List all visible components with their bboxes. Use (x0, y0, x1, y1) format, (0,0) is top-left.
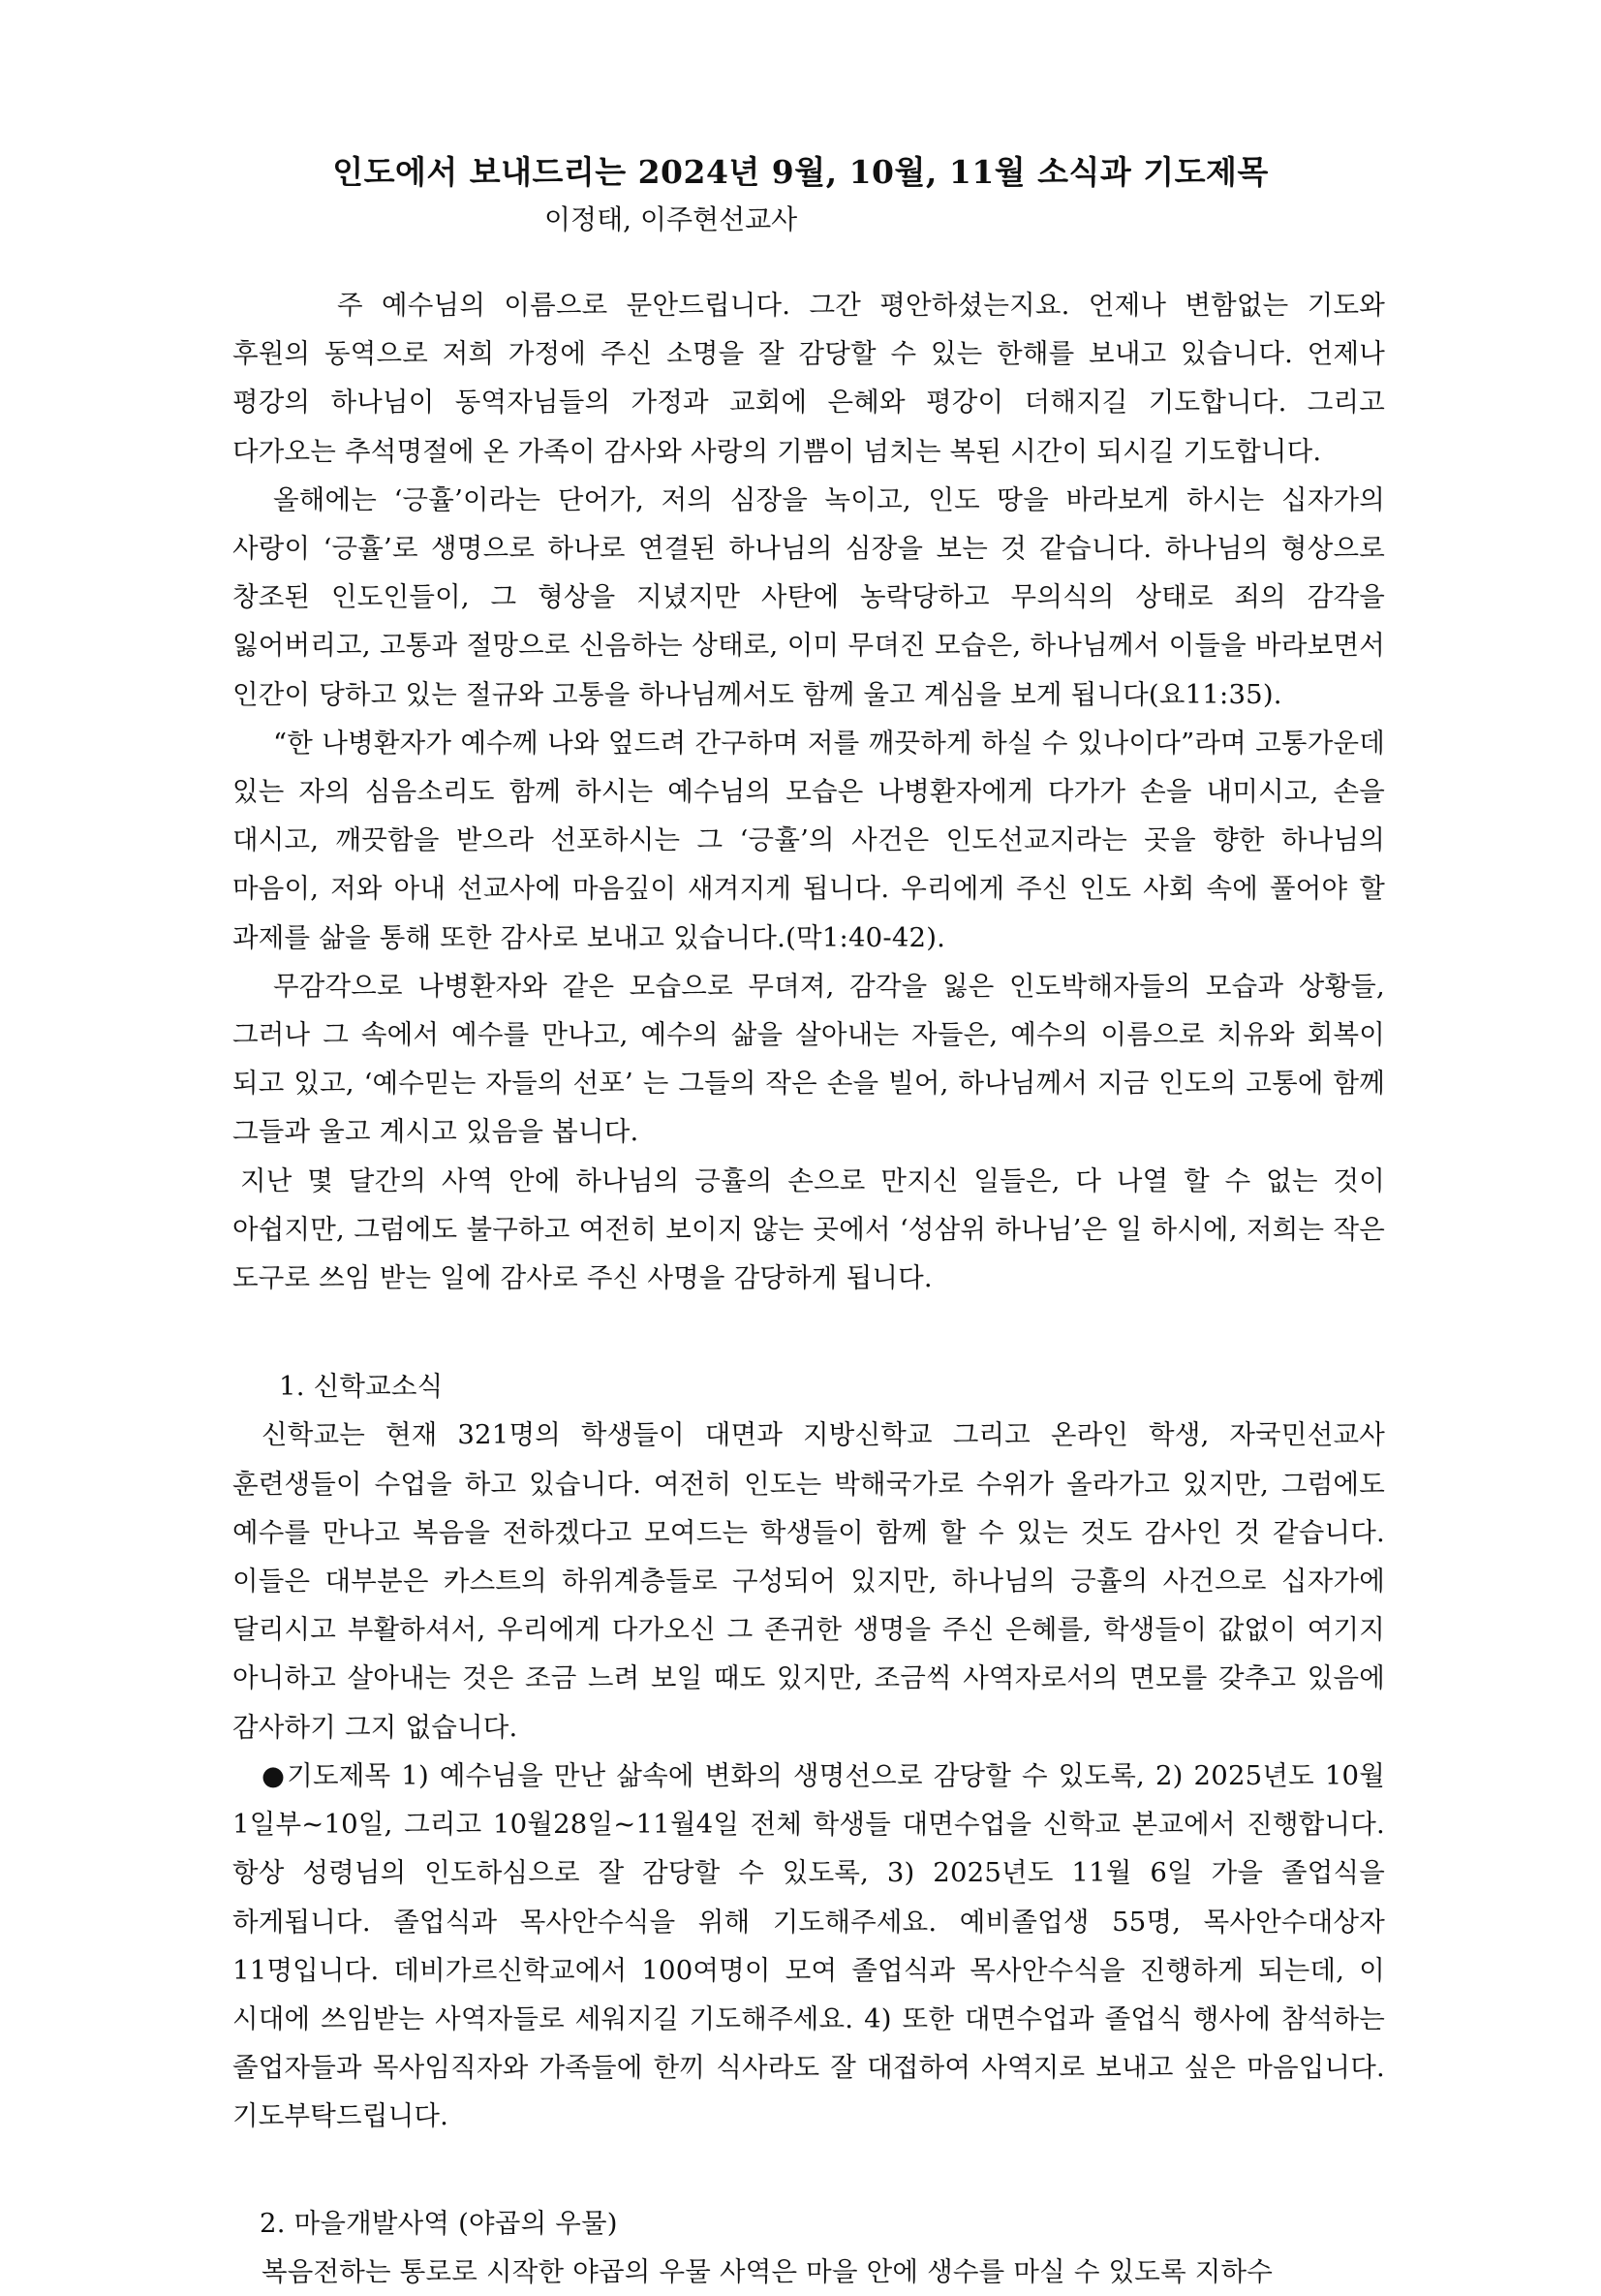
intro-paragraph-2: 올해에는 ‘긍휼’이라는 단어가, 저의 심장을 녹이고, 인도 땅을 바라보게 하시는 십자가의 사랑이 ‘긍휼’로 생명으로 하나로 연결된 하나님의 심장을 보는 것 같습니다. 하나님의 형상으로 창조된 인도인들이, 그 형상을 지녔지만 사탄에 농락당하고 무의식의 상태로 죄의 감각을 잃어버리고, 고통과 절망으로 신음하는 상태로, 이미 무뎌진 모습은, 하나님께서 이들을 바라보면서 인간이 당하고 있는 절규와 고통을 하나님께서도 함께 울고 계심을 보게 됩니다(요11:35). (232, 483, 1385, 710)
document-author: 이정태, 이주현선교사 (544, 203, 798, 235)
section-2-paragraph: 복음전하는 통로로 시작한 야곱의 우물 사역은 마을 안에 생수를 마실 수 있도록 지하수 (262, 2255, 1274, 2287)
intro-paragraph-1: 주 예수님의 이름으로 문안드립니다. 그간 평안하셨는지요. 언제나 변함없는 기도와 후원의 동역으로 저희 가정에 주신 소명을 잘 감당할 수 있는 한해를 보내고 있습니다. 언제나 평강의 하나님이 동역자님들의 가정과 교회에 은혜와 평강이 더해지길 기도합니다. 그리고 다가오는 추석명절에 온 가족이 감사와 사랑의 기쁨이 넘치는 복된 시간이 되시길 기도합니다. (232, 290, 1385, 467)
section-1-prayer: ●기도제목 1) 예수님을 만난 삶속에 변화의 생명선으로 감당할 수 있도록, 2) 2025년도 10월 1일부~10일, 그리고 10월28일~11월4일 전체 학생들 대면수업을 신학교 본교에서 진행합니다. 항상 성령님의 인도하심으로 잘 감당할 수 있도록, 3) 2025년도 11월 6일 가을 졸업식을 하게됩니다. 졸업식과 목사안수식을 위해 기도해주세요. 예비졸업생 55명, 목사안수대상자 11명입니다. 데비가르신학교에서 100여명이 모여 졸업식과 목사안수식을 진행하게 되는데, 이 시대에 쓰임받는 사역자들로 세워지길 기도해주세요. 4) 또한 대면수업과 졸업식 행사에 참석하는 졸업자들과 목사임직자와 가족들에 한끼 식사라도 잘 대접하여 사역지로 보내고 싶은 마음입니다. 기도부탁드립니다. (232, 1759, 1385, 2132)
section-1-heading: 1. 신학교소식 (279, 1371, 444, 1403)
section-spacer (232, 1302, 1385, 1362)
section-1-paragraph: 신학교는 현재 321명의 학생들이 대면과 지방신학교 그리고 온라인 학생, 자국민선교사 훈련생들이 수업을 하고 있습니다. 여전히 인도는 박해국가로 수위가 올라가고 있지만, 그럼에도 예수를 만나고 복음을 전하겠다고 모여드는 학생들이 함께 할 수 있는 것도 감사인 것 같습니다. 이들은 대부분은 카스트의 하위계층들로 구성되어 있지만, 하나님의 긍휼의 사건으로 십자가에 달리시고 부활하셔서, 우리에게 다가오신 그 존귀한 생명을 주신 은혜를, 학생들이 값없이 여기지 아니하고 살아내는 것은 조금 느려 보일 때도 있지만, 조금씩 사역자로서의 면모를 갖추고 있음에 감사하기 그지 없습니다. (232, 1419, 1385, 1743)
section-spacer (232, 2141, 1385, 2199)
section-2-heading: 2. 마을개발사역 (야곱의 우물) (260, 2207, 618, 2239)
document-title: 인도에서 보내드리는 2024년 9월, 10월, 11월 소식과 기도제목 (332, 153, 1269, 191)
intro-paragraph-3: “한 나병환자가 예수께 나와 엎드려 간구하며 저를 깨끗하게 하실 수 있나이다”라며 고통가운데 있는 자의 심음소리도 함께 하시는 예수님의 모습은 나병환자에게 다가가 손을 내미시고, 손을 대시고, 깨끗함을 받으라 선포하시는 그 ‘긍휼’의 사건은 인도선교지라는 곳을 향한 하나님의 마음이, 저와 아내 선교사에 마음깊이 새겨지게 됩니다. 우리에게 주신 인도 사회 속에 풀어야 할 과제를 삶을 통해 또한 감사로 보내고 있습니다.(막1:40-42). (232, 727, 1385, 953)
document-body (232, 281, 1385, 2296)
intro-paragraph-4: 무감각으로 나병환자와 같은 모습으로 무뎌져, 감각을 잃은 인도박해자들의 모습과 상황들, 그러나 그 속에서 예수를 만나고, 예수의 삶을 살아내는 자들은, 예수의 이름으로 치유와 회복이 되고 있고, ‘예수믿는 자들의 선포’ 는 그들의 작은 손을 빌어, 하나님께서 지금 인도의 고통에 함께 그들과 울고 계시고 있음을 봅니다. (232, 970, 1385, 1148)
intro-paragraph-5: 지난 몇 달간의 사역 안에 하나님의 긍휼의 손으로 만지신 일들은, 다 나열 할 수 없는 것이 아쉽지만, 그럼에도 불구하고 여전히 보이지 않는 곳에서 ‘성삼위 하나님’은 일 하시에, 저희는 작은 도구로 쓰임 받는 일에 감사로 주신 사명을 감당하게 됩니다. (232, 1164, 1385, 1294)
